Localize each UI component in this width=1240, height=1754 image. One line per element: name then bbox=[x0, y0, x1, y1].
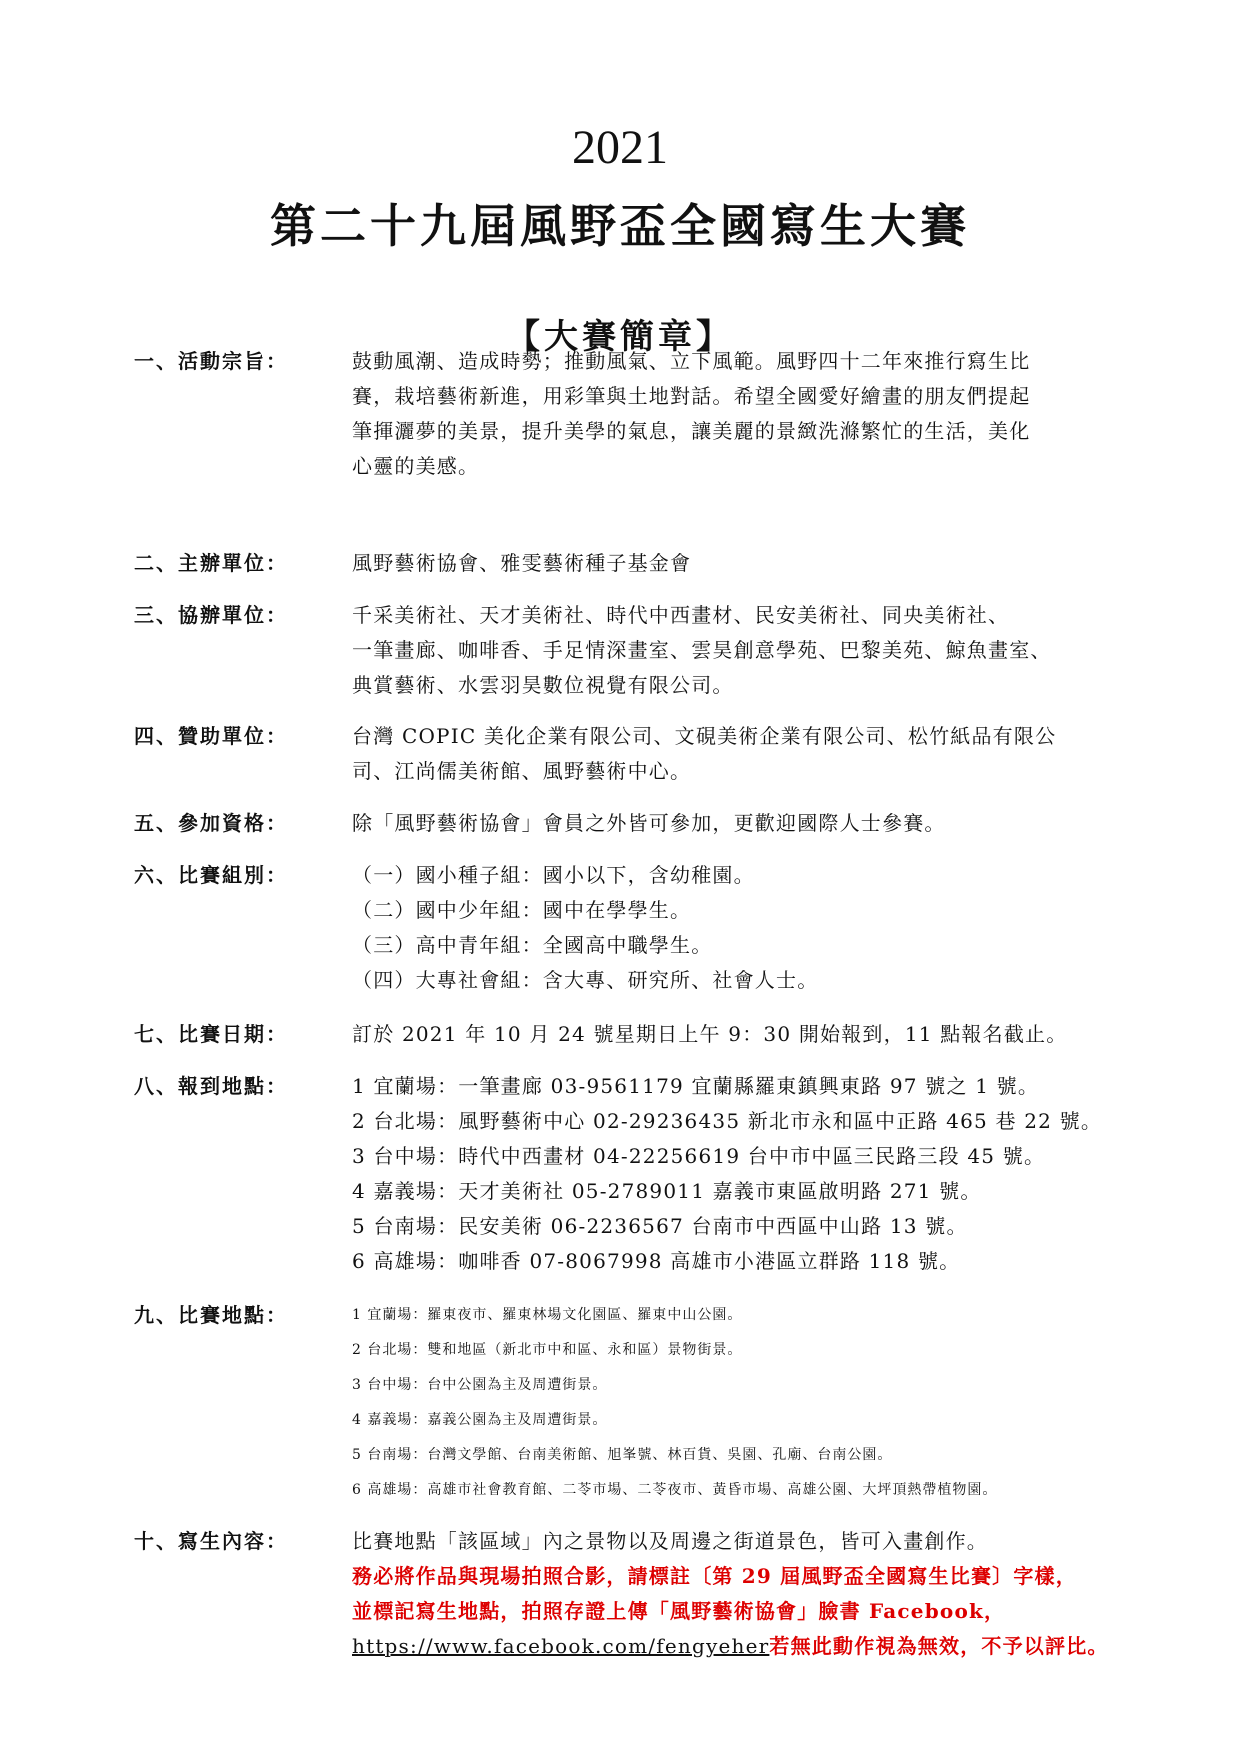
text-line: （三）高中青年組：全國高中職學生。 bbox=[352, 933, 713, 957]
text-line: 鼓動風潮、造成時勢；推動風氣、立下風範。風野四十二年來推行寫生比 bbox=[352, 349, 1031, 373]
section-label: 一、活動宗旨： bbox=[134, 349, 288, 373]
text-line: 台灣 COPIC 美化企業有限公司、文硯美術企業有限公司、松竹紙品有限公 bbox=[352, 724, 1057, 748]
text-line: 5 台南場：台灣文學館、台南美術館、旭峯號、林百貨、吳園、孔廟、台南公園。 bbox=[352, 1447, 893, 1463]
text-line: 訂於 2021 年 10 月 24 號星期日上午 9：30 開始報到，11 點報名截止。 bbox=[352, 1022, 1068, 1046]
text-line: 4 嘉義場：天才美術社 05-2789011 嘉義市東區啟明路 271 號。 bbox=[352, 1179, 982, 1203]
text-line: 筆揮灑夢的美景，提升美學的氣息，讓美麗的景緻洗滌繁忙的生活，美化 bbox=[352, 419, 1031, 443]
section-content bbox=[352, 858, 1160, 998]
notice-line: 並標記寫生地點，拍照存證上傳「風野藝術協會」臉書 Facebook， bbox=[352, 1599, 1006, 1623]
section-content bbox=[352, 719, 1160, 789]
section-content bbox=[352, 1298, 1160, 1508]
text-line: 風野藝術協會、雅雯藝術種子基金會 bbox=[352, 551, 692, 575]
section-content bbox=[352, 1069, 1160, 1279]
facebook-link[interactable]: https://www.facebook.com/fengyeher bbox=[352, 1634, 770, 1658]
section-label: 十、寫生內容： bbox=[134, 1529, 288, 1553]
text-line: 1 宜蘭場：羅東夜市、羅東林場文化園區、羅東中山公園。 bbox=[352, 1307, 743, 1323]
text-line: 1 宜蘭場：一筆畫廊 03-9561179 宜蘭縣羅東鎮興東路 97 號之 1 號。 bbox=[352, 1074, 1040, 1098]
document-subtitle: 【大賽簡章】 bbox=[506, 317, 734, 357]
text-line: 賽，栽培藝術新進，用彩筆與土地對話。希望全國愛好繪畫的朋友們提起 bbox=[352, 384, 1031, 408]
text-line: 典賞藝術、水雲羽昊數位視覺有限公司。 bbox=[352, 673, 734, 697]
notice-line-with-link bbox=[352, 1629, 1160, 1664]
text-line: 比賽地點「該區域」內之景物以及周邊之街道景色，皆可入畫創作。 bbox=[352, 1529, 988, 1553]
section-content bbox=[352, 1017, 1160, 1052]
section-content bbox=[352, 546, 1160, 581]
section-label: 八、報到地點： bbox=[134, 1074, 288, 1098]
text-line: 6 高雄場：咖啡香 07-8067998 高雄市小港區立群路 118 號。 bbox=[352, 1249, 961, 1273]
section-label: 三、協辦單位： bbox=[134, 603, 288, 627]
text-line: 4 嘉義場：嘉義公園為主及周遭街景。 bbox=[352, 1412, 608, 1428]
text-line: 2 台北場：雙和地區（新北市中和區、永和區）景物街景。 bbox=[352, 1342, 743, 1358]
section-content bbox=[352, 344, 1160, 484]
text-line: 心靈的美感。 bbox=[352, 454, 480, 478]
text-line: 3 台中場：台中公園為主及周遭街景。 bbox=[352, 1377, 608, 1393]
document-title: 第二十九屆風野盃全國寫生大賽 bbox=[270, 199, 970, 253]
text-line: 除「風野藝術協會」會員之外皆可參加，更歡迎國際人士參賽。 bbox=[352, 811, 946, 835]
section-label: 七、比賽日期： bbox=[134, 1022, 288, 1046]
text-line: 6 高雄場：高雄市社會教育館、二苓市場、二苓夜市、黃昏市場、高雄公園、大坪頂熱帶植物園。 bbox=[352, 1482, 998, 1498]
notice-tail: 若無此動作視為無效，不予以評比。 bbox=[769, 1634, 1109, 1658]
section-label: 二、主辦單位： bbox=[134, 551, 288, 575]
text-line: 司、江尚儒美術館、風野藝術中心。 bbox=[352, 759, 692, 783]
section-content bbox=[352, 1524, 1160, 1664]
section-label: 四、贊助單位： bbox=[134, 724, 288, 748]
text-line: 千采美術社、天才美術社、時代中西畫材、民安美術社、同央美術社、 bbox=[352, 603, 1010, 627]
text-line: （二）國中少年組：國中在學學生。 bbox=[352, 898, 692, 922]
title-year: 2021 bbox=[572, 121, 668, 174]
text-line: 3 台中場：時代中西畫材 04-22256619 台中市中區三民路三段 45 號。 bbox=[352, 1144, 1046, 1168]
text-line: （四）大專社會組：含大專、研究所、社會人士。 bbox=[352, 968, 819, 992]
text-line: 一筆畫廊、咖啡香、手足情深畫室、雲昊創意學苑、巴黎美苑、鯨魚畫室、 bbox=[352, 638, 1052, 662]
section-label: 六、比賽組別： bbox=[134, 863, 288, 887]
section-label: 五、參加資格： bbox=[134, 811, 288, 835]
section-content bbox=[352, 598, 1160, 703]
section-label: 九、比賽地點： bbox=[134, 1303, 288, 1327]
text-line: 2 台北場：風野藝術中心 02-29236435 新北市永和區中正路 465 巷 22 號。 bbox=[352, 1109, 1103, 1133]
text-line: 5 台南場：民安美術 06-2236567 台南市中西區中山路 13 號。 bbox=[352, 1214, 968, 1238]
section-content bbox=[352, 806, 1160, 841]
notice-line: 務必將作品與現場拍照合影，請標註〔第 29 屆風野盃全國寫生比賽〕字樣， bbox=[352, 1564, 1077, 1588]
text-line: （一）國小種子組：國小以下，含幼稚園。 bbox=[352, 863, 755, 887]
